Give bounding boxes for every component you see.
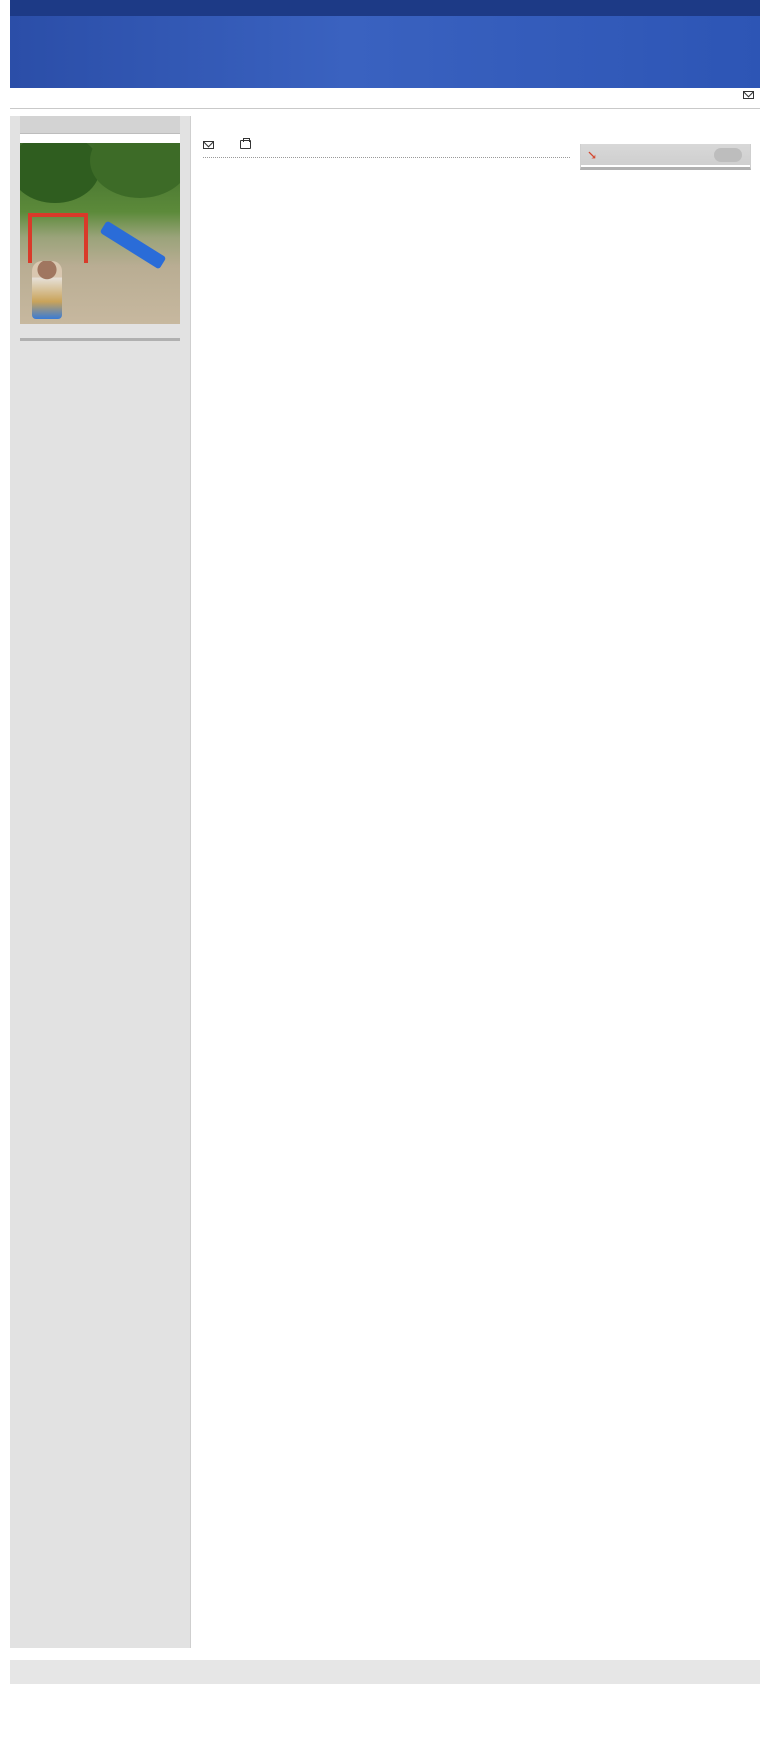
print-button[interactable] bbox=[240, 140, 257, 149]
photos-box bbox=[20, 116, 180, 341]
photo-tree-left bbox=[20, 143, 100, 203]
photo-tree-right bbox=[90, 143, 180, 198]
email-article-button[interactable] bbox=[203, 141, 220, 149]
top-network-nav bbox=[10, 0, 760, 16]
footer-links[interactable] bbox=[10, 1660, 760, 1684]
ee-logo-icon bbox=[714, 148, 742, 162]
envelope-icon[interactable] bbox=[203, 141, 214, 149]
photo-person bbox=[32, 261, 62, 319]
article-tools bbox=[203, 140, 570, 158]
contact-email-link[interactable] bbox=[737, 91, 754, 99]
date-bar bbox=[10, 89, 760, 109]
photo-caption bbox=[20, 324, 180, 341]
article-photo[interactable] bbox=[20, 143, 180, 324]
envelope-icon[interactable] bbox=[743, 91, 754, 99]
related-articles bbox=[580, 144, 751, 170]
photos-title bbox=[20, 116, 180, 134]
left-sidebar bbox=[10, 116, 191, 1648]
photo-swing-frame bbox=[28, 213, 88, 263]
arrow-down-right-icon: ↘ bbox=[587, 147, 598, 162]
photo-slide bbox=[100, 221, 167, 270]
site-banner bbox=[10, 16, 760, 88]
printer-icon[interactable] bbox=[240, 140, 251, 149]
article bbox=[203, 140, 570, 182]
related-header bbox=[581, 144, 750, 165]
